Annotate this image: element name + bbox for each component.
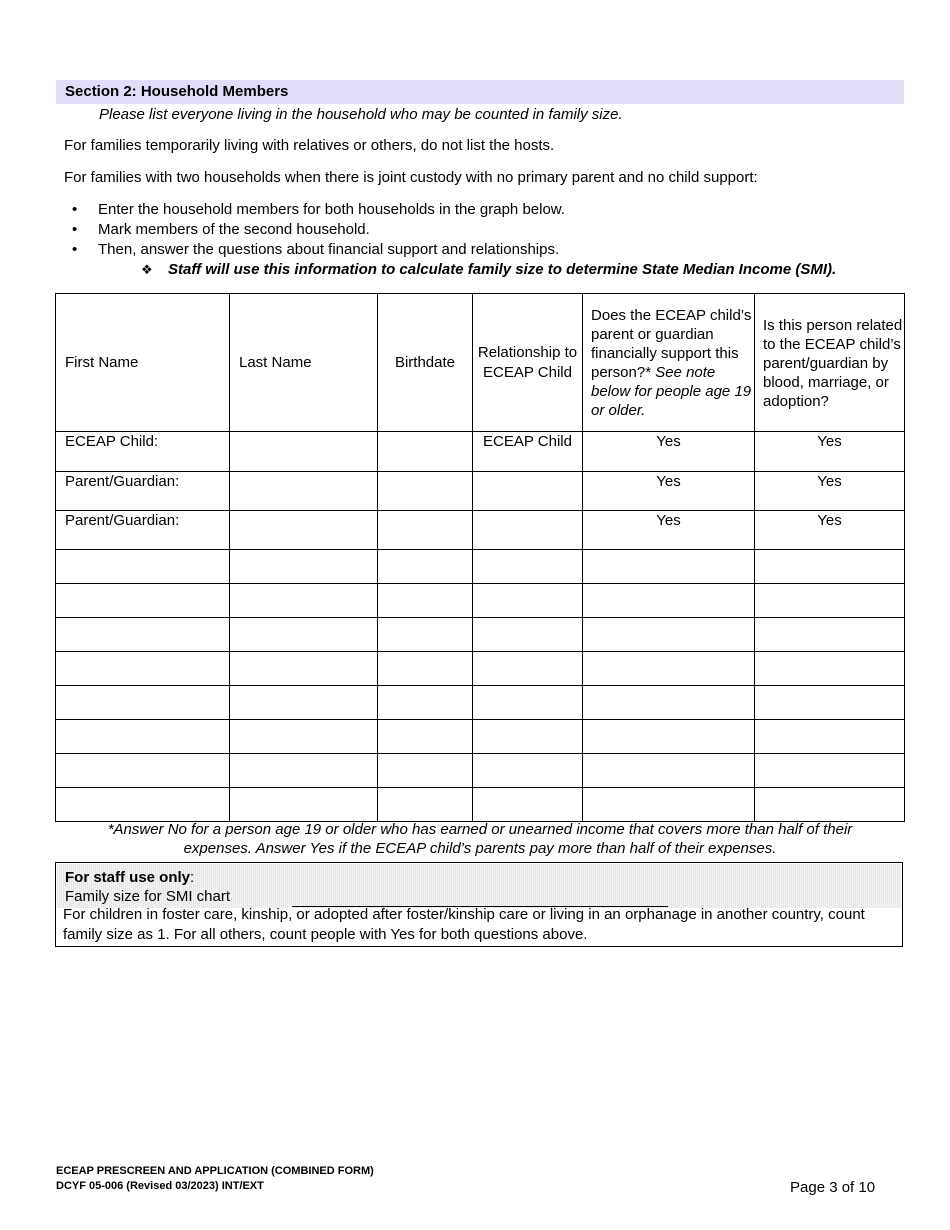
last-name-cell[interactable]	[230, 432, 378, 472]
support-cell: Yes	[583, 472, 755, 511]
section-subtitle: Please list everyone living in the household who may be counted in family size.	[99, 106, 623, 123]
support-cell[interactable]	[583, 550, 755, 584]
last-name-cell[interactable]	[230, 788, 378, 822]
bullet-dot-icon: •	[72, 241, 78, 258]
support-cell[interactable]	[583, 652, 755, 686]
table-row-empty	[56, 686, 905, 720]
support-cell[interactable]	[583, 754, 755, 788]
table-row	[56, 432, 905, 472]
bullet-dot-icon: •	[72, 201, 78, 218]
support-cell[interactable]	[583, 720, 755, 754]
footnote	[56, 820, 904, 858]
first-name-cell: Parent/Guardian:	[56, 511, 230, 550]
birthdate-cell[interactable]	[378, 511, 473, 550]
header-last-name: Last Name	[230, 294, 378, 432]
related-cell[interactable]	[755, 652, 905, 686]
relationship-cell[interactable]	[473, 686, 583, 720]
support-cell: Yes	[583, 432, 755, 472]
support-cell[interactable]	[583, 618, 755, 652]
relationship-cell[interactable]	[473, 720, 583, 754]
last-name-cell[interactable]	[230, 472, 378, 511]
birthdate-cell[interactable]	[378, 652, 473, 686]
table-row-empty	[56, 550, 905, 584]
table-row	[56, 472, 905, 511]
table-row-empty	[56, 652, 905, 686]
last-name-cell[interactable]	[230, 511, 378, 550]
related-cell[interactable]	[755, 618, 905, 652]
table-row-empty	[56, 618, 905, 652]
staff-title	[65, 869, 194, 886]
birthdate-cell[interactable]	[378, 754, 473, 788]
last-name-cell[interactable]	[230, 550, 378, 584]
section-title: Section 2: Household Members	[56, 80, 904, 104]
birthdate-cell[interactable]	[378, 432, 473, 472]
last-name-cell[interactable]	[230, 584, 378, 618]
relationship-cell[interactable]	[473, 754, 583, 788]
relationship-cell[interactable]	[473, 788, 583, 822]
staff-note: Staff will use this information to calculate family size to determine State Median Income (SMI).	[168, 261, 837, 278]
header-relationship: Relationship to ECEAP Child	[473, 294, 583, 432]
birthdate-cell[interactable]	[378, 584, 473, 618]
last-name-cell[interactable]	[230, 618, 378, 652]
support-cell[interactable]	[583, 788, 755, 822]
first-name-cell[interactable]	[56, 686, 230, 720]
foster-text-line: family size as 1. For all others, count people with Yes for both questions above.	[63, 926, 588, 943]
related-cell[interactable]	[755, 686, 905, 720]
relationship-cell[interactable]	[473, 652, 583, 686]
birthdate-cell[interactable]	[378, 788, 473, 822]
related-cell: Yes	[755, 511, 905, 550]
relationship-cell: ECEAP Child	[473, 432, 583, 472]
related-cell[interactable]	[755, 584, 905, 618]
bullet-dot-icon: •	[72, 221, 78, 238]
related-cell[interactable]	[755, 720, 905, 754]
header-financial-support	[583, 294, 755, 432]
header-birthdate: Birthdate	[378, 294, 473, 432]
foster-text-line: For children in foster care, kinship, or adopted after foster/kinship care or living in an orphanage in another country, count	[63, 906, 865, 923]
support-cell[interactable]	[583, 686, 755, 720]
family-size-label: Family size for SMI chart	[65, 888, 231, 905]
relationship-cell[interactable]	[473, 511, 583, 550]
page-number: Page 3 of 10	[790, 1179, 876, 1196]
footer-form-title: ECEAP PRESCREEN AND APPLICATION (COMBINED FORM)	[56, 1165, 374, 1177]
related-cell[interactable]	[755, 550, 905, 584]
relationship-cell[interactable]	[473, 584, 583, 618]
first-name-cell[interactable]	[56, 550, 230, 584]
staff-use-box	[55, 862, 903, 947]
first-name-cell[interactable]	[56, 652, 230, 686]
footnote-line: *Answer No for a person age 19 or older who has earned or unearned income that covers more than half of their	[107, 821, 853, 838]
temp-living-text: For families temporarily living with relatives or others, do not list the hosts.	[64, 137, 555, 154]
birthdate-cell[interactable]	[378, 472, 473, 511]
last-name-cell[interactable]	[230, 652, 378, 686]
footnote-line: expenses. Answer Yes if the ECEAP child’s parents pay more than half of their expenses.	[183, 840, 777, 857]
table-row-empty	[56, 584, 905, 618]
last-name-cell[interactable]	[230, 686, 378, 720]
first-name-cell: Parent/Guardian:	[56, 472, 230, 511]
household-members-table	[55, 293, 905, 822]
relationship-cell[interactable]	[473, 472, 583, 511]
birthdate-cell[interactable]	[378, 550, 473, 584]
header-related: Is this person related to the ECEAP child’s parent/guardian by blood, marriage, or adoption?	[755, 294, 905, 432]
table-row-empty	[56, 788, 905, 822]
table-header-row	[56, 294, 905, 432]
table-row-empty	[56, 720, 905, 754]
support-question: Does the ECEAP child’s parent or guardian financially support this person?*	[591, 307, 752, 381]
table-row-empty	[56, 754, 905, 788]
first-name-cell[interactable]	[56, 754, 230, 788]
birthdate-cell[interactable]	[378, 618, 473, 652]
support-cell[interactable]	[583, 584, 755, 618]
staff-title-text: For staff use only	[65, 869, 191, 886]
related-cell[interactable]	[755, 788, 905, 822]
bullet-item: Then, answer the questions about financial support and relationships.	[98, 241, 560, 258]
header-first-name: First Name	[56, 294, 230, 432]
first-name-cell[interactable]	[56, 788, 230, 822]
support-note: See note below for people age 19 or older.	[591, 364, 752, 419]
last-name-cell[interactable]	[230, 720, 378, 754]
table-row	[56, 511, 905, 550]
two-households-text: For families with two households when there is joint custody with no primary parent and no child support:	[64, 169, 758, 186]
support-cell: Yes	[583, 511, 755, 550]
related-cell[interactable]	[755, 754, 905, 788]
last-name-cell[interactable]	[230, 754, 378, 788]
footer-form-info	[56, 1164, 374, 1194]
first-name-cell[interactable]	[56, 618, 230, 652]
bullet-item: Mark members of the second household.	[98, 221, 370, 238]
first-name-cell[interactable]	[56, 720, 230, 754]
relationship-cell[interactable]	[473, 618, 583, 652]
birthdate-cell[interactable]	[378, 720, 473, 754]
birthdate-cell[interactable]	[378, 686, 473, 720]
staff-title-colon: :	[190, 869, 195, 886]
diamond-bullet-icon: ❖	[141, 262, 153, 277]
related-cell: Yes	[755, 432, 905, 472]
bullet-item: Enter the household members for both households in the graph below.	[98, 201, 565, 218]
first-name-cell[interactable]	[56, 584, 230, 618]
first-name-cell: ECEAP Child:	[56, 432, 230, 472]
footer-form-number: DCYF 05-006 (Revised 03/2023) INT/EXT	[56, 1180, 264, 1192]
relationship-cell[interactable]	[473, 550, 583, 584]
related-cell: Yes	[755, 472, 905, 511]
